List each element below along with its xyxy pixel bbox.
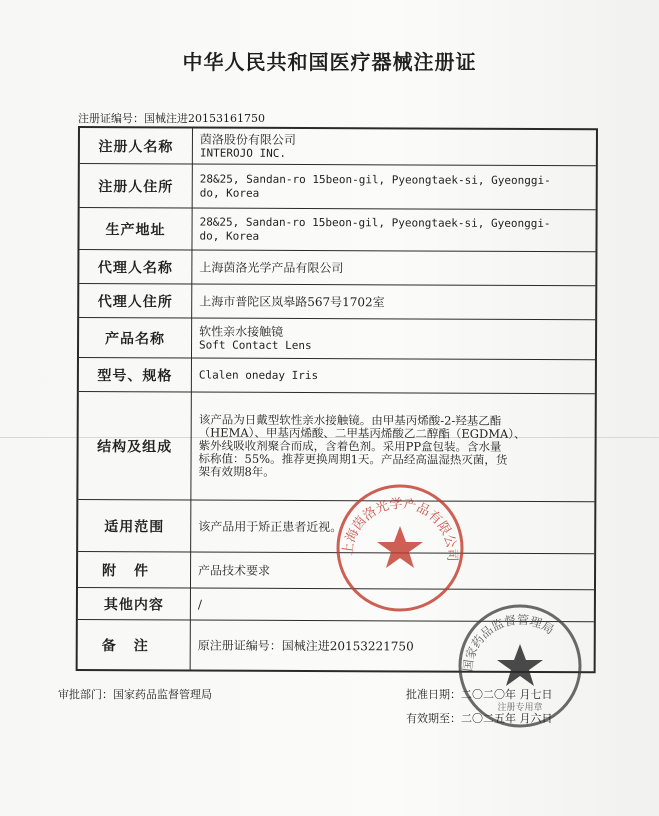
product-name-en: Soft Contact Lens <box>199 338 312 352</box>
label-product-name: 产品名称 <box>79 318 192 357</box>
row-registrant-address <box>80 164 596 210</box>
document-title: 中华人民共和国医疗器械注册证 <box>182 50 477 74</box>
row-agent-address <box>79 284 595 320</box>
label-registrant-address: 注册人住所 <box>80 164 193 207</box>
structure-line-2: （HEMA）、甲基丙烯酸、二甲基丙烯酸乙二醇酯（EGDMA）、 <box>198 425 526 441</box>
agent-seal-text: 上海茵洛光学产品有限公司 <box>340 496 460 562</box>
label-model-spec: 型号、规格 <box>79 358 192 391</box>
agent-name: 上海茵洛光学产品有限公司 <box>199 260 344 275</box>
label-registrant-name: 注册人名称 <box>80 128 193 163</box>
remarks-text: 原注册证编号：国械注进20153221750 <box>197 638 414 653</box>
registrant-name-cn: 茵洛股份有限公司 <box>199 132 296 147</box>
agent-company-seal <box>330 478 470 618</box>
registrant-address-line-1: 28&25, Sandan-ro 15beon-gil, Pyeongtaek-si, Gyeonggi- <box>199 172 551 187</box>
value-registrant-address <box>200 165 592 210</box>
label-remarks: 备注 <box>78 620 191 669</box>
agency-seal-text: 国家药品监督管理局 <box>460 612 557 673</box>
label-production-address: 生产地址 <box>79 208 192 249</box>
label-agent-address: 代理人住所 <box>79 284 192 317</box>
approval-department: 审批部门：国家药品监督管理局 <box>58 688 212 701</box>
row-product-name <box>79 318 595 360</box>
value-production-address <box>199 209 591 252</box>
production-address-line-1: 28&25, Sandan-ro 15beon-gil, Pyeongtaek-si, Gyeonggi- <box>199 215 551 230</box>
agent-address: 上海市普陀区岚皋路567号1702室 <box>199 294 385 309</box>
value-registrant-name <box>200 129 592 166</box>
value-agent-name <box>199 251 591 286</box>
production-address-line-2: do, Korea <box>199 229 260 243</box>
valid-until: 有效期至：二〇二五年 月六日 <box>406 712 553 725</box>
agency-seal-star-icon <box>497 644 543 686</box>
row-model-spec <box>79 358 595 394</box>
agent-seal-star-icon <box>377 526 423 568</box>
structure-line-4: 标称值：55%。推荐更换周期1天。产品经高温湿热灭菌，货 <box>198 451 508 467</box>
label-agent-name: 代理人名称 <box>79 250 192 283</box>
registrant-name-en: INTEROJO INC. <box>199 146 287 160</box>
scope-text: 该产品用于矫正患者近视。 <box>198 519 343 534</box>
row-production-address <box>79 208 595 252</box>
model-spec: Clalen oneday Iris <box>198 368 319 382</box>
row-registrant-name <box>80 128 596 166</box>
approval-date: 批准日期：二〇二〇年 月七日 <box>406 688 553 701</box>
structure-line-3: 紫外线吸收剂聚合而成，含着色剂。采用PP盒包装。含水量 <box>198 438 502 454</box>
value-model-spec <box>199 359 591 394</box>
agency-seal-sub: 注册专用章 <box>497 703 543 713</box>
value-agent-address <box>199 285 591 320</box>
value-product-name <box>199 319 591 360</box>
label-structure: 结构及组成 <box>78 392 191 499</box>
product-name-cn: 软性亲水接触镜 <box>199 324 284 339</box>
label-scope: 适用范围 <box>78 500 191 551</box>
label-attachment: 附件 <box>78 552 191 587</box>
registration-number: 注册证编号：国械注进20153161750 <box>78 112 265 125</box>
label-other: 其他内容 <box>78 588 191 619</box>
other-text: / <box>197 597 202 612</box>
attachment-text: 产品技术要求 <box>198 563 271 578</box>
row-agent-name <box>79 250 595 286</box>
structure-line-1: 该产品为日戴型软性亲水接触镜。由甲基丙烯酸-2-羟基乙酯 <box>198 412 502 428</box>
registrant-address-line-2: do, Korea <box>199 186 260 200</box>
structure-line-5: 架有效期8年。 <box>198 464 275 479</box>
